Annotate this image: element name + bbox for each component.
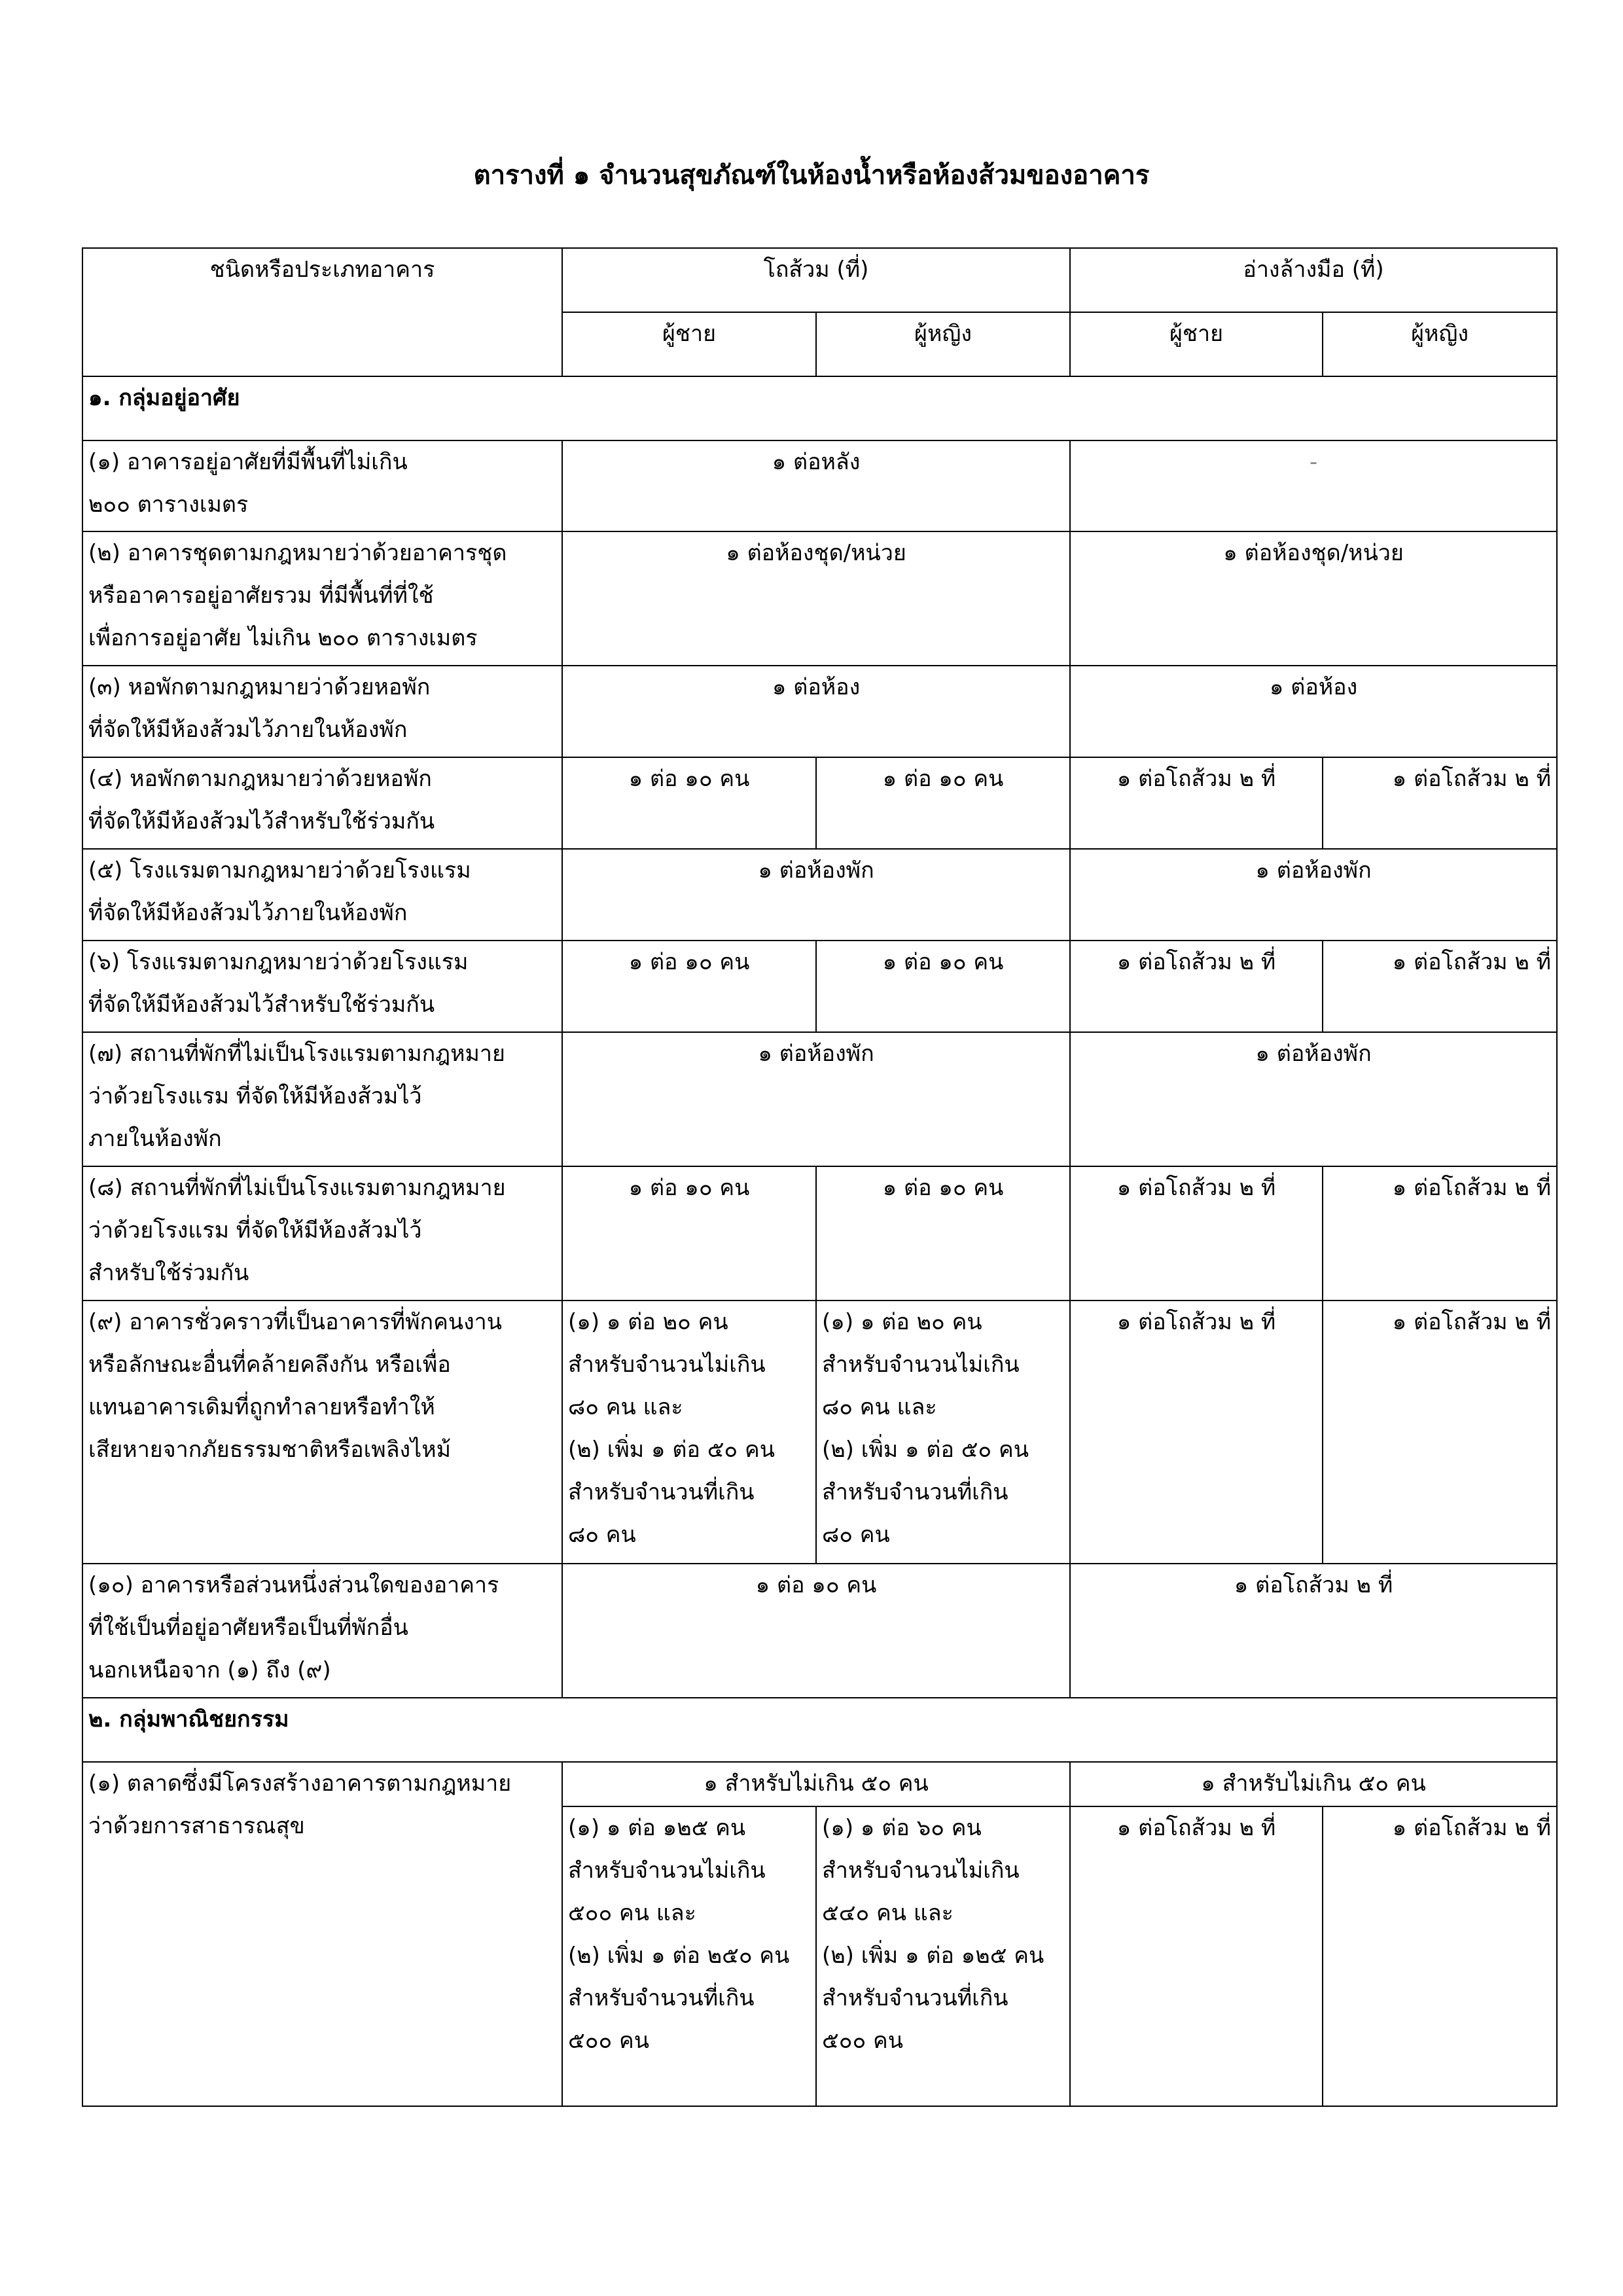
fixture-table (82, 247, 1558, 2107)
toilet-female-value: (๑) ๑ ต่อ ๒๐ คน สำหรับจำนวนไม่เกิน ๘๐ คน และ (๒) เพิ่ม ๑ ต่อ ๕๐ คน สำหรับจำนวนที่เกิน ๘๐ คน (816, 1300, 1070, 1564)
group-title-commercial: ๒. กลุ่มพาณิชยกรรม (82, 1698, 1557, 1762)
toilet-female-value: ๑ ต่อ ๑๐ คน (816, 941, 1070, 1032)
toilet-value: ๑ ต่อห้องพัก (562, 849, 1070, 941)
page-title: ตารางที่ ๑ จำนวนสุขภัณฑ์ในห้องน้ำหรือห้องส้วมของอาคาร (473, 160, 1150, 190)
toilet-value: ๑ ต่อห้องพัก (562, 1032, 1070, 1166)
sink-female-value: ๑ ต่อโถส้วม ๒ ที่ (1323, 1300, 1557, 1564)
sink-female-value: ๑ ต่อโถส้วม ๒ ที่ (1323, 757, 1557, 849)
sink-female-value: ๑ ต่อโถส้วม ๒ ที่ (1323, 1166, 1557, 1300)
toilet-male-value: (๑) ๑ ต่อ ๒๐ คน สำหรับจำนวนไม่เกิน ๘๐ คน และ (๒) เพิ่ม ๑ ต่อ ๕๐ คน สำหรับจำนวนที่เกิน ๘๐ คน (562, 1300, 816, 1564)
sink-value: ๑ ต่อห้องชุด/หน่วย (1070, 531, 1557, 666)
sink-female-value: ๑ ต่อโถส้วม ๒ ที่ (1323, 1806, 1557, 2106)
group-title-residential: ๑. กลุ่มอยู่อาศัย (82, 376, 1557, 440)
header-toilet-male: ผู้ชาย (562, 312, 816, 376)
table-row (82, 531, 1557, 666)
toilet-male-value: ๑ ต่อ ๑๐ คน (562, 1166, 816, 1300)
sink-value: - (1070, 440, 1557, 531)
row-desc: (๘) สถานที่พักที่ไม่เป็นโรงแรมตามกฎหมาย ว่าด้วยโรงแรม ที่จัดให้มีห้องส้วมไว้ สำหรับใช้ร่วมกัน (82, 1166, 562, 1300)
table-row (82, 1564, 1557, 1698)
toilet-male-value: ๑ ต่อ ๑๐ คน (562, 757, 816, 849)
sink-male-value: ๑ ต่อโถส้วม ๒ ที่ (1070, 757, 1323, 849)
sink-male-value: ๑ ต่อโถส้วม ๒ ที่ (1070, 1300, 1323, 1564)
header-building-type: ชนิดหรือประเภทอาคาร (82, 248, 562, 376)
row-desc: (๒) อาคารชุดตามกฎหมายว่าด้วยอาคารชุด หรืออาคารอยู่อาศัยรวม ที่มีพื้นที่ที่ใช้ เพื่อการอยู่อาศัย ไม่เกิน ๒๐๐ ตารางเมตร (82, 531, 562, 666)
sink-value: ๑ สำหรับไม่เกิน ๕๐ คน (1070, 1762, 1557, 1806)
row-desc: (๑๐) อาคารหรือส่วนหนึ่งส่วนใดของอาคาร ที่ใช้เป็นที่อยู่อาศัยหรือเป็นที่พักอื่น นอกเหนือจาก (๑) ถึง (๙) (82, 1564, 562, 1698)
toilet-female-value: ๑ ต่อ ๑๐ คน (816, 1166, 1070, 1300)
table-row (82, 941, 1557, 1032)
group-row (82, 1698, 1557, 1762)
row-desc: (๑) อาคารอยู่อาศัยที่มีพื้นที่ไม่เกิน ๒๐๐ ตารางเมตร (82, 440, 562, 531)
sink-male-value: ๑ ต่อโถส้วม ๒ ที่ (1070, 1166, 1323, 1300)
header-sink: อ่างล้างมือ (ที่) (1070, 248, 1557, 312)
row-desc: (๓) หอพักตามกฎหมายว่าด้วยหอพัก ที่จัดให้มีห้องส้วมไว้ภายในห้องพัก (82, 666, 562, 757)
table-row (82, 757, 1557, 849)
header-sink-female: ผู้หญิง (1323, 312, 1557, 376)
row-desc: (๔) หอพักตามกฎหมายว่าด้วยหอพัก ที่จัดให้มีห้องส้วมไว้สำหรับใช้ร่วมกัน (82, 757, 562, 849)
sink-value: ๑ ต่อห้อง (1070, 666, 1557, 757)
sink-male-value: ๑ ต่อโถส้วม ๒ ที่ (1070, 941, 1323, 1032)
toilet-female-value: ๑ ต่อ ๑๐ คน (816, 757, 1070, 849)
toilet-male-value: ๑ ต่อ ๑๐ คน (562, 941, 816, 1032)
table-row (82, 1032, 1557, 1166)
table-row (82, 1166, 1557, 1300)
toilet-male-value: (๑) ๑ ต่อ ๑๒๕ คน สำหรับจำนวนไม่เกิน ๕๐๐ คน และ (๒) เพิ่ม ๑ ต่อ ๒๕๐ คน สำหรับจำนวนที่เกิน ๕๐๐ คน (562, 1806, 816, 2106)
table-row (82, 666, 1557, 757)
toilet-value: ๑ สำหรับไม่เกิน ๕๐ คน (562, 1762, 1070, 1806)
sink-value: ๑ ต่อห้องพัก (1070, 849, 1557, 941)
toilet-female-value: (๑) ๑ ต่อ ๖๐ คน สำหรับจำนวนไม่เกิน ๕๔๐ คน และ (๒) เพิ่ม ๑ ต่อ ๑๒๕ คน สำหรับจำนวนที่เกิน ๕๐๐ คน (816, 1806, 1070, 2106)
sink-value: ๑ ต่อโถส้วม ๒ ที่ (1070, 1564, 1557, 1698)
row-desc: (๖) โรงแรมตามกฎหมายว่าด้วยโรงแรม ที่จัดให้มีห้องส้วมไว้สำหรับใช้ร่วมกัน (82, 941, 562, 1032)
table-row (82, 1762, 1557, 1806)
toilet-value: ๑ ต่อหลัง (562, 440, 1070, 531)
row-desc: (๕) โรงแรมตามกฎหมายว่าด้วยโรงแรม ที่จัดให้มีห้องส้วมไว้ภายในห้องพัก (82, 849, 562, 941)
row-desc: (๗) สถานที่พักที่ไม่เป็นโรงแรมตามกฎหมาย ว่าด้วยโรงแรม ที่จัดให้มีห้องส้วมไว้ ภายในห้องพัก (82, 1032, 562, 1166)
row-desc: (๑) ตลาดซึ่งมีโครงสร้างอาคารตามกฎหมาย ว่าด้วยการสาธารณสุข (82, 1762, 562, 2106)
header-toilet: โถส้วม (ที่) (562, 248, 1070, 312)
sink-value: ๑ ต่อห้องพัก (1070, 1032, 1557, 1166)
row-desc: (๙) อาคารชั่วคราวที่เป็นอาคารที่พักคนงาน หรือลักษณะอื่นที่คล้ายคลึงกัน หรือเพื่อ แทนอาคารเดิมที่ถูกทำลายหรือทำให้ เสียหายจากภัยธรรมชาติหรือเพลิงไหม้ (82, 1300, 562, 1564)
table-row (82, 849, 1557, 941)
table-row (82, 440, 1557, 531)
group-row (82, 376, 1557, 440)
sink-male-value: ๑ ต่อโถส้วม ๒ ที่ (1070, 1806, 1323, 2106)
header-sink-male: ผู้ชาย (1070, 312, 1323, 376)
sink-female-value: ๑ ต่อโถส้วม ๒ ที่ (1323, 941, 1557, 1032)
table-row (82, 1300, 1557, 1564)
toilet-value: ๑ ต่อห้องชุด/หน่วย (562, 531, 1070, 666)
header-toilet-female: ผู้หญิง (816, 312, 1070, 376)
toilet-value: ๑ ต่อห้อง (562, 666, 1070, 757)
toilet-value: ๑ ต่อ ๑๐ คน (562, 1564, 1070, 1698)
